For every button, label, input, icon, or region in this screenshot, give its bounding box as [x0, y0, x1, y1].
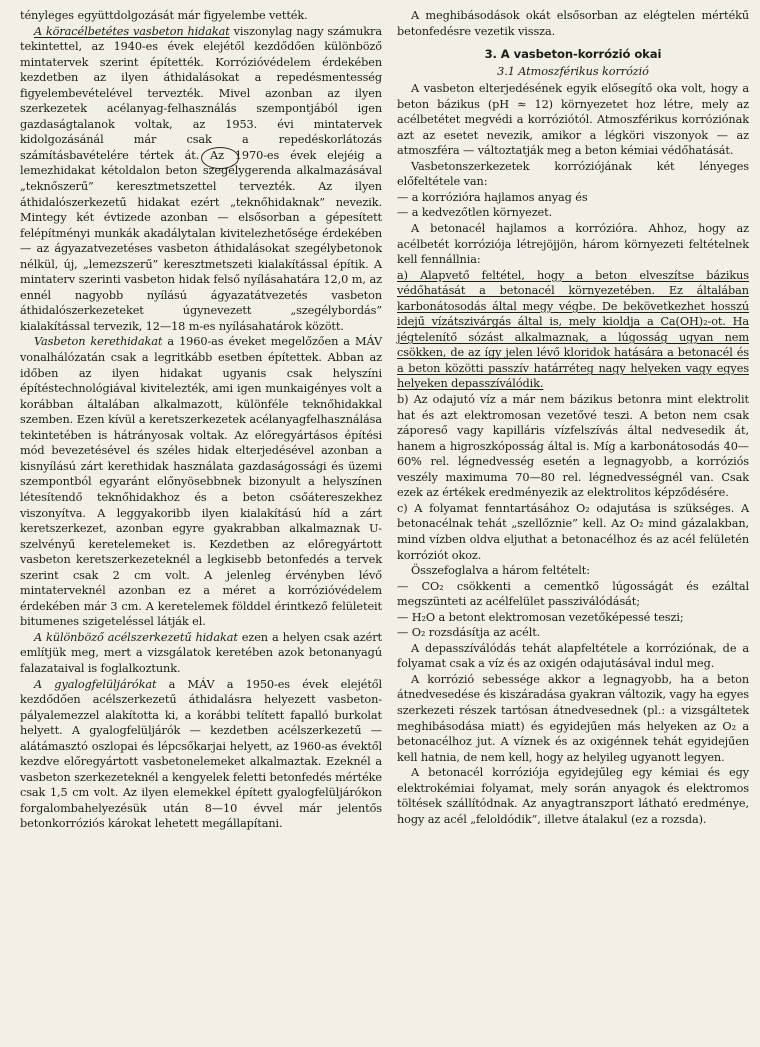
list-item: c) A folyamat fenntartásához O₂ odajutása is szükséges. A betonacélnak tehát „szellőznie” kell. Az O₂ mind gázalakban, mind vízben oldva eljuthat a betonacélhoz és az acél felületén korróziót okoz.	[397, 501, 749, 562]
list-item: b) Az odajutó víz a már nem bázikus betonra mint elektrolit hat és azt elektromosan vezetővé teszi. A beton nem csak záporeső vagy kapilláris vízfelszívás által nedvesedik át, hanem a higroszkóposság által is. Míg a karbonátosodás 40—60% rel. légnedvesség esetén a legnagyobb, a korróziós veszély maximuma 70—80 rel. légnedvességnél van. Csak ezek az értékek eredményezik az elektrolitos képződésére.	[397, 393, 749, 500]
list-item: — O₂ rozsdásítja az acélt.	[397, 626, 541, 640]
paragraph-footbridges: A gyalogfelüljárókat a MÁV a 1950-es évek elejétől kezdődően acélszerkezetű áthidalásra helyezett vasbeton-pályalemezzel alakította ki, a korábbi telített fapalló burkolat helyett. A gyalogfelüljárók — kezdetben acélszerkezetű — alátámasztó oszlopai és lépcsőkarjai helyett, az 1960-as évektől kezdve előregyártott vasbetonelemeket alkalmaztak. Ezeknél a vasbeton szerkezeteknél a kengyelek feletti betonfedés mértéke csak 1,5 cm volt. Az ilyen elemekkel épített gyalogfelüljárókon forgalombahelyezésük után 8—10 évvel már jelentős betonkorróziós károkat lehetett megállapítani.	[20, 677, 382, 831]
paragraph: A betonacél korróziója egyidejűleg egy kémiai és egy elektrokémiai folyamat, mely során anyagok és elektromos töltések szállítódnak. Az anyagtranszport látható eredménye, hogy az acél „feloldódik”, illetve átalakul (ez a rozsda).	[397, 766, 749, 826]
list-item: a) Alapvető feltétel, hogy a beton elveszítse bázikus védőhatását a betonacél környezetében. Ez általában karbonátosodás által megy végbe. De bekövetkezhet hosszú idejű vízátszivárgás által is, mely kioldja a Ca(OH)₂-ot. Ha jégtelenítő sózást alkalmaznak, a lúgosság ugyan nem csökken, de az így jelen lévő kloridok hatására a betonacél és a beton közötti passzív határréteg nagy helyeken vagy egyes helyeken depasszíválódik.	[397, 268, 749, 391]
section-title: 3. A vasbeton-korrózió okai	[484, 47, 662, 62]
paragraph-intro: A meghibásodások okát elsősorban az elégtelen mértékű betonfedésre vezetik vissza.	[397, 9, 749, 38]
paragraph-lead: A gyalogfelüljárókat	[34, 677, 157, 691]
paragraph: A betonacél hajlamos a korrózióra. Ahhoz, hogy az acélbetét korróziója létrejöjjön, három környezeti feltételnek kell fennállnia:	[397, 222, 749, 267]
paragraph-steel-bridges: A különböző acélszerkezetű hidakat ezen a helyen csak azért említjük meg, mert a vizsgálatok keretében azok betonanyagú falazataival is foglalkoztunk.	[20, 630, 382, 675]
paragraph: A depasszíválódás tehát alapfeltétele a korróziónak, de a folyamat csak a víz és az oxigén odajutásával indul meg.	[397, 641, 749, 671]
right-column	[397, 8, 749, 827]
paragraph-frame-bridges: Vasbeton kerethidakat a 1960-as éveket megelőzően a MÁV vonalhálózatán csak a legritkább esetben építettek. Abban az időben az ilyen hidakat ugyanis csak helyszíni építéstechnológiával kivitelezték, ami igen munkaigényes volt a korábban általában alkalmazott, különféle teknőhidakkal szemben. Ezen kívül a keretszerkezetek acélanyagfelhasználása tekintetében is hátrányosak voltak. Az előregyártásos építési mód bevezetésével és széles hidak elterjedésével azonban a kisnyílású zárt kerethidak használata gazdaságossági és üzemi szempontból egyaránt előnyösebbnek bizonyult a helyszínen létesítendő teknőhidakhoz és a beton csőátereszekhez viszonyítva. A leggyakoribb ilyen kialakítású híd a zárt keretszerkezet, azonban egyre gyakrabban alkalmaznak U-szelvényű keretelemeket is. Kezdetben az előregyártott vasbeton keretszerkezeteknél a legkisebb betonfedés a tervek szerint csak 2 cm volt. A jelenleg érvényben lévő mintaterveknél azonban ez a méret a korrózióvédelem érdekében már 3 cm. A keretelemek földdel érintkező felületeit bitumenes szigeteléssel látják el.	[20, 335, 382, 629]
list-item: — H₂O a betont elektromosan vezetőképessé teszi;	[397, 610, 684, 624]
paragraph: Összefoglalva a három feltételt:	[411, 564, 590, 578]
paragraph: A vasbeton elterjedésének egyik elősegítő oka volt, hogy a beton bázikus (pH ≈ 12) környezetet hoz létre, mely az acélbetétet megvédi a korróziótól. Atmoszférikus korróziónak azt az esetet nevezik, amikor a légköri viszonyok — az atmoszféra — változtatják meg a beton kémiai védőhatását.	[397, 82, 749, 158]
paragraph-lead: A köracélbetétes vasbeton hidakat	[34, 24, 230, 38]
left-column	[20, 8, 382, 832]
paragraph-reinforced-bridges: A köracélbetétes vasbeton hidakat viszonylag nagy számukra tekintettel, az 1940-es évek elejétől kezdődően különböző mintatervek szerint építették. Korrózióvédelem érdekében kezdetben az ilyen áthidalásokat a repedésmentesség figyelembevételével tervezték. Mivel azonban az ilyen szerkezetek acélanyag-felhasználás szempontjából igen gazdaságtalanok voltak, az 1953. évi mintatervek kidolgozásánál már csak a repedéskorlátozás számításbavételére tértek át. Az 1970-es évek elejéig a lemezhidakat kétoldalon beton szegélygerenda alkalmazásával „teknőszerű” keresztmetszettel tervezték. Az ilyen áthidalószerkezetű hidakat ezért „teknőhidaknak” nevezik. Mintegy két évtizede azonban — elsősorban a gépesített felépítményi munkák akadálytalan kivitelezhetősége érdekében — az ágyazatvezetéses vasbeton áthidalásokat szegélybetonok nélkül, új, „lemezszerű” keresztmetszeti kialakítással építik. A mintaterv szerinti vasbeton hidak felső nyílásahatára 12,0 m, az ennél nagyobb nyílású ágyazatátvezetés vasbeton áthidalószerkezeteket úgynevezett „szegélybordás” kialakítással tervezik, 12—18 m-es nyílásahatárok között.	[20, 24, 382, 333]
list-item: — a korrózióra hajlamos anyag és	[397, 190, 588, 204]
list-item: — a kedvezőtlen környezet.	[397, 206, 553, 220]
paragraph: A korrózió sebessége akkor a legnagyobb, ha a beton átnedvesedése és kiszáradása gyakran változik, vagy ha egyes szerkezeti részek tartósan átnedvesednek (pl.: a vizsgáltetek meghibásodása miatt) és egyidejűen más helyeken az O₂ a betonacélhoz jut. A víznek és az oxigénnek tehát egyidejűen kell hatnia, de nem kell, hogy az helyileg ugyanott legyen.	[397, 672, 749, 764]
paragraph-lead: Vasbeton kerethidakat	[34, 335, 163, 349]
paragraph-continuation: tényleges együttdolgozását már figyelembe vették.	[20, 9, 308, 22]
subsection-title: 3.1 Atmoszférikus korrózió	[497, 64, 649, 78]
paragraph: Vasbetonszerkezetek korróziójának két lényeges előfeltétele van:	[397, 159, 749, 189]
list-item: — CO₂ csökkenti a cementkő lúgosságát és ezáltal megszünteti az acélfelület passziválódását;	[397, 579, 749, 609]
paragraph-lead: A különböző acélszerkezetű hidakat	[34, 630, 238, 644]
